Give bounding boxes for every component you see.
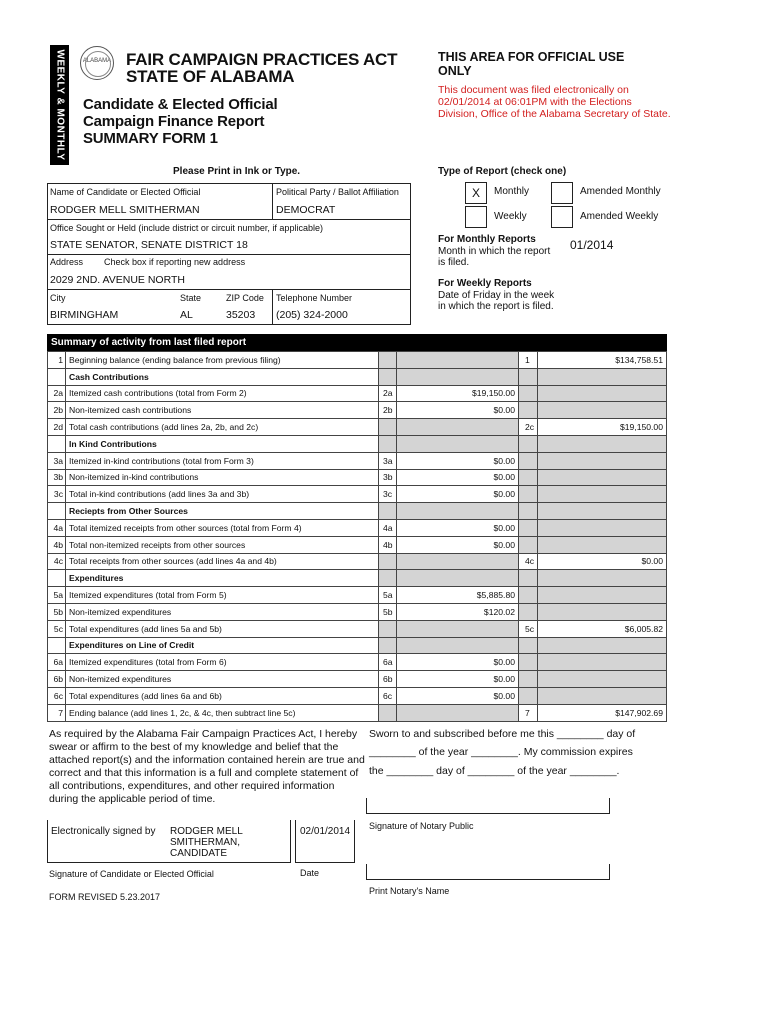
total-amount xyxy=(538,469,667,486)
total-line-label xyxy=(519,385,538,402)
summary-row xyxy=(48,452,667,469)
shaded-cell xyxy=(397,570,519,587)
line-description: Itemized cash contributions (total from Form 2) xyxy=(66,385,379,402)
shaded-cell xyxy=(538,435,667,452)
shaded-cell xyxy=(538,368,667,385)
amended-weekly-label: Amended Weekly xyxy=(580,211,659,222)
shaded-cell xyxy=(397,435,519,452)
report-month-value: 01/2014 xyxy=(570,238,614,252)
line-description: Itemized expenditures (total from Form 5) xyxy=(66,587,379,604)
subtotal-line-label: 3b xyxy=(379,469,397,486)
subtotal-amount xyxy=(397,620,519,637)
notary-signature-field[interactable] xyxy=(366,798,610,814)
total-amount xyxy=(538,486,667,503)
line-description: Total receipts from other sources (add lines 4a and 4b) xyxy=(66,553,379,570)
shaded-cell xyxy=(538,637,667,654)
summary-row xyxy=(48,469,667,486)
total-amount xyxy=(538,536,667,553)
official-use-title-line2: ONLY xyxy=(438,64,472,78)
total-amount: $19,150.00 xyxy=(538,419,667,436)
subtotal-amount: $5,885.80 xyxy=(397,587,519,604)
notary-name-field[interactable] xyxy=(366,864,610,880)
office-label: Office Sought or Held (include district or circuit number, if applicable) xyxy=(50,223,323,233)
total-line-label xyxy=(519,671,538,688)
subtotal-line-label: 6c xyxy=(379,687,397,704)
subtotal-amount: $0.00 xyxy=(397,486,519,503)
line-description: Total expenditures (add lines 5a and 5b) xyxy=(66,620,379,637)
shaded-cell xyxy=(519,435,538,452)
total-line-label: 4c xyxy=(519,553,538,570)
electronic-signature-prefix: Electronically signed by xyxy=(51,826,156,837)
phone-label: Telephone Number xyxy=(276,293,353,303)
subtotal-line-label: 4b xyxy=(379,536,397,553)
subtotal-line-label: 2a xyxy=(379,385,397,402)
weekly-reports-desc-line2: in which the report is filed. xyxy=(438,301,554,312)
total-line-label xyxy=(519,603,538,620)
candidate-signature-field xyxy=(47,820,291,863)
line-description: Non-itemized expenditures xyxy=(66,603,379,620)
signature-date-label: Date xyxy=(300,868,320,878)
total-line-label xyxy=(519,587,538,604)
form-title-line2: STATE OF ALABAMA xyxy=(126,67,295,86)
subtotal-line-label: 2b xyxy=(379,402,397,419)
city-value: BIRMINGHAM xyxy=(50,309,119,321)
band-label: WEEKLY & MONTHLY xyxy=(54,49,65,161)
monthly-reports-desc-line1: Month in which the report xyxy=(438,246,551,257)
shaded-cell xyxy=(379,637,397,654)
total-line-label: 2c xyxy=(519,419,538,436)
summary-row xyxy=(48,620,667,637)
summary-row xyxy=(48,704,667,721)
subtotal-line-label: 6b xyxy=(379,671,397,688)
subtotal-line-label: 3a xyxy=(379,452,397,469)
section-heading: Expenditures xyxy=(66,570,379,587)
total-line-label: 7 xyxy=(519,704,538,721)
subtotal-amount: $0.00 xyxy=(397,402,519,419)
subtotal-amount: $19,150.00 xyxy=(397,385,519,402)
line-number: 2b xyxy=(48,402,66,419)
subtotal-amount xyxy=(397,419,519,436)
notary-name-label: Print Notary's Name xyxy=(369,886,450,896)
notary-sworn-line2: ________ of the year ________. My commission expires xyxy=(369,746,633,758)
party-value: DEMOCRAT xyxy=(276,204,336,216)
subtotal-amount: $0.00 xyxy=(397,687,519,704)
summary-section-row xyxy=(48,503,667,520)
line-number: 4c xyxy=(48,553,66,570)
total-amount: $6,005.82 xyxy=(538,620,667,637)
line-number xyxy=(48,570,66,587)
zip-value: 35203 xyxy=(226,309,256,321)
line-number: 2d xyxy=(48,419,66,436)
shaded-cell xyxy=(397,637,519,654)
line-number xyxy=(48,368,66,385)
party-label: Political Party / Ballot Affiliation xyxy=(276,187,399,197)
weekly-checkbox[interactable] xyxy=(465,206,487,228)
summary-row xyxy=(48,402,667,419)
subtotal-line-label xyxy=(379,352,397,369)
line-number: 2a xyxy=(48,385,66,402)
shaded-cell xyxy=(397,503,519,520)
subtotal-amount: $0.00 xyxy=(397,519,519,536)
summary-section-row xyxy=(48,368,667,385)
section-heading: In Kind Contributions xyxy=(66,435,379,452)
affirmation-line2: swear or affirm to the best of my knowledge and belief that the xyxy=(49,741,339,753)
alabama-seal-icon xyxy=(80,46,114,80)
monthly-check-mark: X xyxy=(471,186,480,200)
line-number xyxy=(48,435,66,452)
section-heading: Reciepts from Other Sources xyxy=(66,503,379,520)
signature-date-field xyxy=(295,820,355,863)
line-number: 1 xyxy=(48,352,66,369)
subtotal-amount: $0.00 xyxy=(397,671,519,688)
line-number: 7 xyxy=(48,704,66,721)
total-amount xyxy=(538,385,667,402)
subtotal-amount: $0.00 xyxy=(397,654,519,671)
form-subtitle-line2: Campaign Finance Report xyxy=(83,113,265,130)
candidate-info-box xyxy=(47,183,411,325)
address-value: 2029 2ND. AVENUE NORTH xyxy=(50,274,185,286)
line-number xyxy=(48,503,66,520)
line-number: 3b xyxy=(48,469,66,486)
filing-notice-line2: 02/01/2014 at 06:01PM with the Elections xyxy=(438,96,632,108)
total-amount xyxy=(538,671,667,688)
line-number: 3a xyxy=(48,452,66,469)
summary-table xyxy=(47,351,667,722)
subtotal-line-label: 3c xyxy=(379,486,397,503)
summary-row xyxy=(48,603,667,620)
candidate-name-label: Name of Candidate or Elected Official xyxy=(50,187,201,197)
line-description: Itemized expenditures (total from Form 6) xyxy=(66,654,379,671)
line-number: 6a xyxy=(48,654,66,671)
summary-row xyxy=(48,519,667,536)
line-number xyxy=(48,637,66,654)
summary-row xyxy=(48,486,667,503)
subtotal-line-label: 4a xyxy=(379,519,397,536)
subtotal-amount xyxy=(397,553,519,570)
total-amount xyxy=(538,402,667,419)
weekly-reports-desc-line1: Date of Friday in the week xyxy=(438,290,555,301)
subtotal-amount: $120.02 xyxy=(397,603,519,620)
form-title-line1: FAIR CAMPAIGN PRACTICES ACT xyxy=(126,50,398,69)
signer-name-line3: CANDIDATE xyxy=(170,848,228,859)
total-line-label xyxy=(519,452,538,469)
amended-monthly-label: Amended Monthly xyxy=(580,186,661,197)
shaded-cell xyxy=(379,368,397,385)
filing-notice-line3: Division, Office of the Alabama Secretary of State. xyxy=(438,108,671,120)
shaded-cell xyxy=(519,503,538,520)
affirmation-line6: during the applicable period of time. xyxy=(49,793,216,805)
line-description: Ending balance (add lines 1, 2c, & 4c, then subtract line 5c) xyxy=(66,704,379,721)
total-line-label: 5c xyxy=(519,620,538,637)
total-amount xyxy=(538,587,667,604)
line-number: 6c xyxy=(48,687,66,704)
shaded-cell xyxy=(379,570,397,587)
subtotal-line-label xyxy=(379,620,397,637)
shaded-cell xyxy=(379,435,397,452)
office-value: STATE SENATOR, SENATE DISTRICT 18 xyxy=(50,239,248,251)
signer-name-line1: RODGER MELL xyxy=(170,826,243,837)
report-frequency-band xyxy=(50,45,69,165)
total-line-label xyxy=(519,469,538,486)
form-revision: FORM REVISED 5.23.2017 xyxy=(49,892,161,902)
monthly-reports-title: For Monthly Reports xyxy=(438,234,536,245)
affirmation-line5: all contributions, expenditures, and other required information xyxy=(49,780,335,792)
subtotal-line-label: 6a xyxy=(379,654,397,671)
notary-sworn-line1: Sworn to and subscribed before me this ________ day of xyxy=(369,728,636,740)
summary-section-row xyxy=(48,435,667,452)
affirmation-line4: correct and that this information is a full and complete statement of xyxy=(49,767,359,779)
total-line-label xyxy=(519,402,538,419)
total-line-label xyxy=(519,519,538,536)
state-value: AL xyxy=(180,309,193,321)
subtotal-line-label: 5b xyxy=(379,603,397,620)
subtotal-line-label xyxy=(379,553,397,570)
total-line-label xyxy=(519,654,538,671)
amended-monthly-checkbox[interactable] xyxy=(551,182,573,204)
total-amount xyxy=(538,654,667,671)
line-description: Total itemized receipts from other sources (total from Form 4) xyxy=(66,519,379,536)
line-description: Non-itemized expenditures xyxy=(66,671,379,688)
notary-signature-label: Signature of Notary Public xyxy=(369,821,474,831)
monthly-checkbox[interactable] xyxy=(465,182,487,204)
summary-section-row xyxy=(48,637,667,654)
subtotal-amount: $0.00 xyxy=(397,536,519,553)
line-description: Non-itemized in-kind contributions xyxy=(66,469,379,486)
phone-value: (205) 324-2000 xyxy=(276,309,348,321)
total-amount xyxy=(538,687,667,704)
summary-row xyxy=(48,385,667,402)
line-number: 5a xyxy=(48,587,66,604)
subtotal-amount xyxy=(397,704,519,721)
section-heading: Expenditures on Line of Credit xyxy=(66,637,379,654)
total-amount: $147,902.69 xyxy=(538,704,667,721)
shaded-cell xyxy=(519,368,538,385)
summary-row xyxy=(48,587,667,604)
total-amount xyxy=(538,452,667,469)
official-use-title-line1: THIS AREA FOR OFFICIAL USE xyxy=(438,50,625,64)
monthly-reports-desc-line2: is filed. xyxy=(438,257,470,268)
section-heading: Cash Contributions xyxy=(66,368,379,385)
form-subtitle-line3: SUMMARY FORM 1 xyxy=(83,130,218,147)
line-description: Total cash contributions (add lines 2a, 2b, and 2c) xyxy=(66,419,379,436)
subtotal-amount: $0.00 xyxy=(397,452,519,469)
total-line-label xyxy=(519,486,538,503)
summary-row xyxy=(48,654,667,671)
shaded-cell xyxy=(519,637,538,654)
form-subtitle-line1: Candidate & Elected Official xyxy=(83,96,278,113)
summary-section-row xyxy=(48,570,667,587)
shaded-cell xyxy=(538,503,667,520)
line-description: Beginning balance (ending balance from previous filing) xyxy=(66,352,379,369)
subtotal-line-label xyxy=(379,704,397,721)
notary-sworn-line3: the ________ day of ________ of the year ________. xyxy=(369,765,620,777)
total-line-label xyxy=(519,687,538,704)
report-type-label: Type of Report (check one) xyxy=(438,166,567,177)
subtotal-line-label: 5a xyxy=(379,587,397,604)
affirmation-line3: attached report(s) and the information contained herein are true and xyxy=(49,754,365,766)
candidate-name-value: RODGER MELL SMITHERMAN xyxy=(50,204,200,216)
line-number: 3c xyxy=(48,486,66,503)
weekly-reports-title: For Weekly Reports xyxy=(438,278,532,289)
shaded-cell xyxy=(379,503,397,520)
summary-row xyxy=(48,352,667,369)
summary-row xyxy=(48,671,667,688)
shaded-cell xyxy=(519,570,538,587)
shaded-cell xyxy=(397,368,519,385)
total-line-label: 1 xyxy=(519,352,538,369)
total-amount: $134,758.51 xyxy=(538,352,667,369)
zip-label: ZIP Code xyxy=(226,293,264,303)
line-number: 5c xyxy=(48,620,66,637)
state-label: State xyxy=(180,293,202,303)
amended-weekly-checkbox[interactable] xyxy=(551,206,573,228)
summary-row xyxy=(48,536,667,553)
line-number: 4b xyxy=(48,536,66,553)
address-label: Address xyxy=(50,257,84,267)
total-line-label xyxy=(519,536,538,553)
affirmation-line1: As required by the Alabama Fair Campaign Practices Act, I hereby xyxy=(49,728,358,740)
city-label: City xyxy=(50,293,66,303)
print-instruction: Please Print in Ink or Type. xyxy=(173,166,301,177)
candidate-signature-label: Signature of Candidate or Elected Official xyxy=(49,869,214,879)
total-amount xyxy=(538,519,667,536)
filing-notice-line1: This document was filed electronically on xyxy=(438,84,629,96)
line-description: Itemized in-kind contributions (total from Form 3) xyxy=(66,452,379,469)
line-description: Total non-itemized receipts from other sources xyxy=(66,536,379,553)
subtotal-amount: $0.00 xyxy=(397,469,519,486)
seal-text: ALABAMA xyxy=(82,58,112,64)
subtotal-amount xyxy=(397,352,519,369)
summary-title: Summary of activity from last filed report xyxy=(47,334,667,351)
weekly-label: Weekly xyxy=(494,211,527,222)
subtotal-line-label xyxy=(379,419,397,436)
summary-row xyxy=(48,553,667,570)
signature-date-value: 02/01/2014 xyxy=(300,826,351,837)
shaded-cell xyxy=(538,570,667,587)
summary-row xyxy=(48,687,667,704)
total-amount: $0.00 xyxy=(538,553,667,570)
signer-name-line2: SMITHERMAN, xyxy=(170,837,240,848)
line-number: 5b xyxy=(48,603,66,620)
line-description: Non-itemized cash contributions xyxy=(66,402,379,419)
line-number: 4a xyxy=(48,519,66,536)
line-description: Total expenditures (add lines 6a and 6b) xyxy=(66,687,379,704)
monthly-label: Monthly xyxy=(494,186,530,197)
line-description: Total in-kind contributions (add lines 3a and 3b) xyxy=(66,486,379,503)
new-address-checkbox-label: Check box if reporting new address xyxy=(104,257,246,267)
total-amount xyxy=(538,603,667,620)
line-number: 6b xyxy=(48,671,66,688)
summary-row xyxy=(48,419,667,436)
